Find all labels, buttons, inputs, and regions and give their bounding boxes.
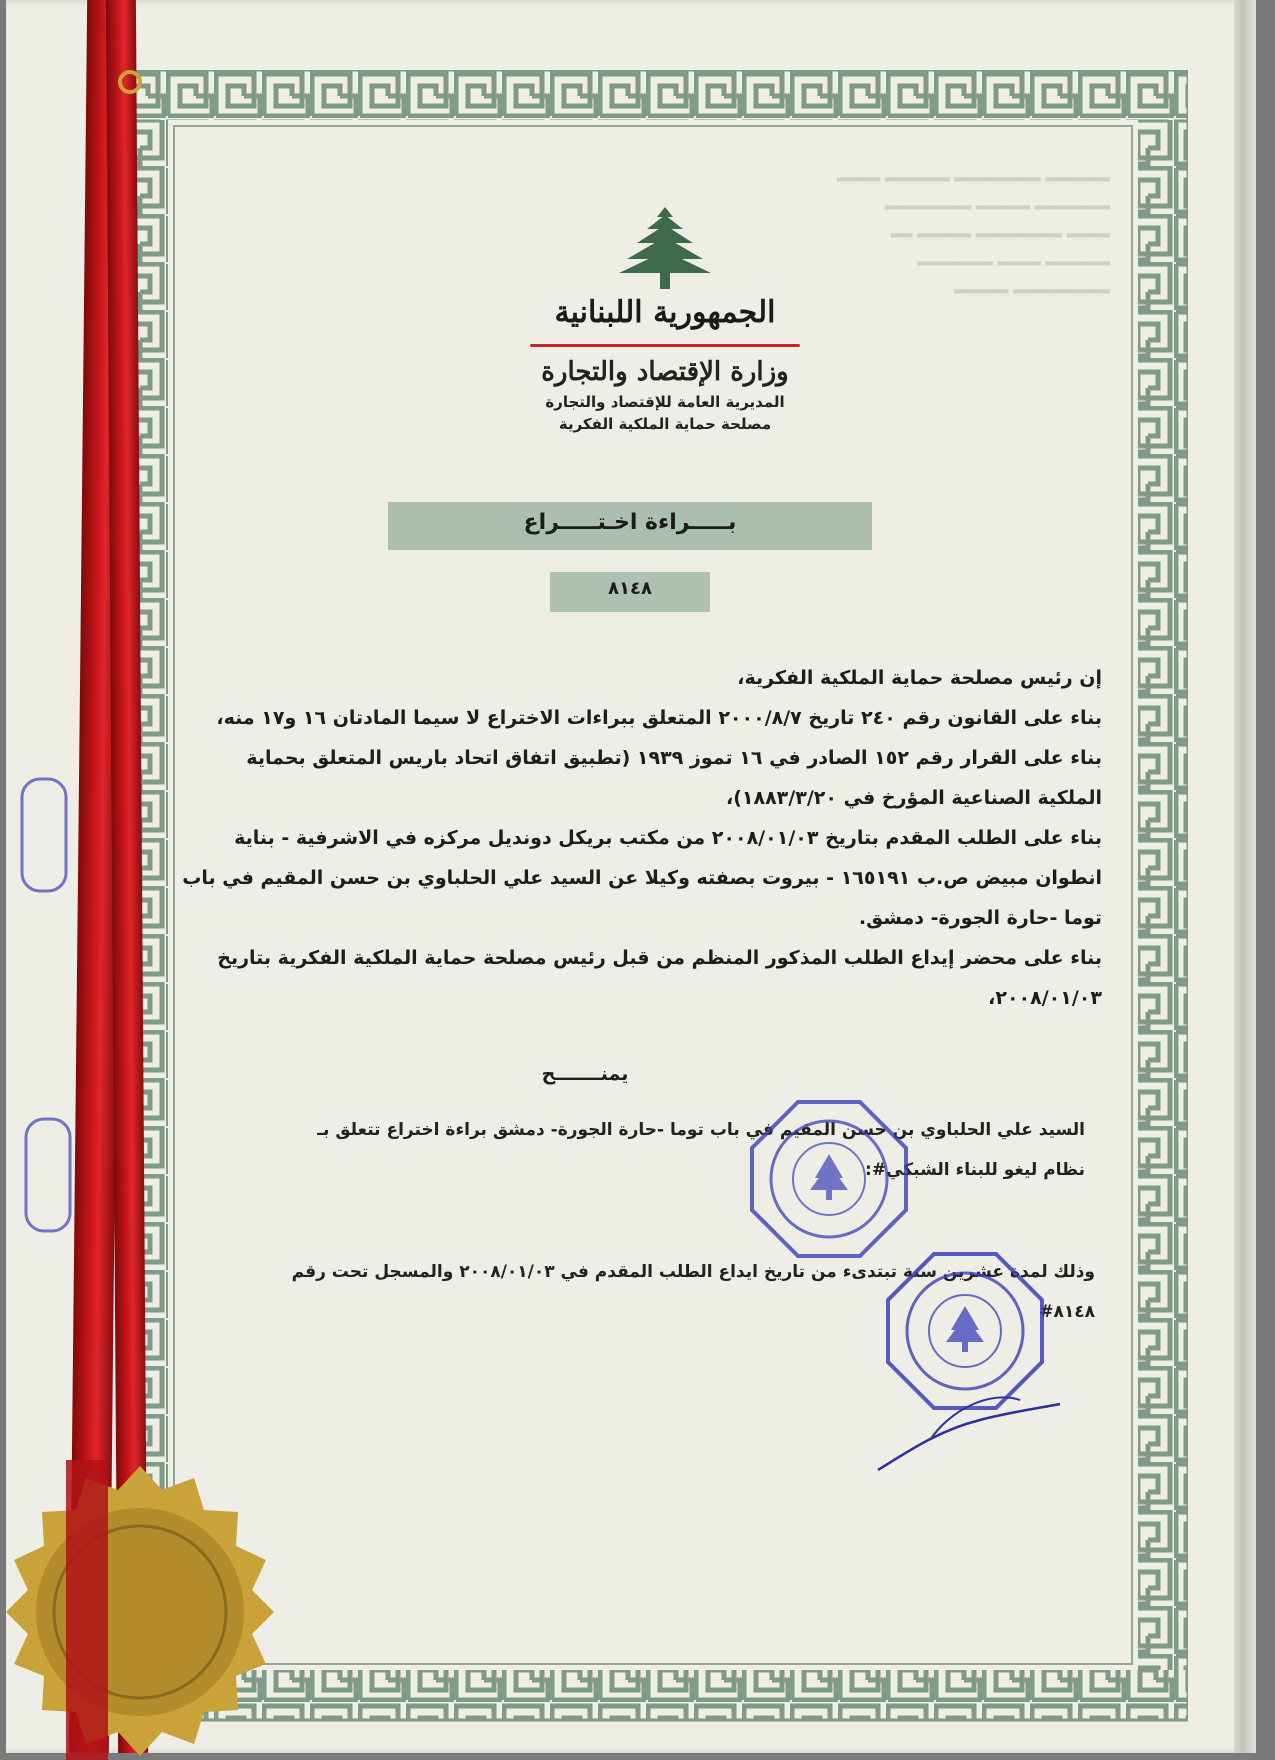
ministry-stamp-icon [748,1098,910,1260]
eyelet-icon [116,68,144,96]
edge-stamp-icon [18,1115,78,1235]
recital-line: انطوان مبيض ص.ب ١٦٥١٩١ - بيروت بصفته وكيلا عن السيد علي الحلباوي بن حسن المقيم في باب [182,867,1102,889]
validity-line: ٨١٤٨# [1039,1302,1095,1322]
red-divider [530,344,800,347]
grant-line: السيد علي الحلباوي بن حسن المقيم في باب توما -حارة الجورة- دمشق براءة اختراع تتعلق بـ [317,1120,1085,1140]
validity-line: وذلك لمدة عشرين سنة تبتدىء من تاريخ ايداع الطلب المقدم في ٢٠٠٨/٠١/٠٣ والمسجل تحت رقم [291,1262,1095,1282]
gold-seal-icon [0,1460,290,1760]
recital-line: توما -حارة الجورة- دمشق. [858,907,1102,929]
certificate-header [380,205,950,433]
ministry-name: وزارة الإقتصاد والتجارة [541,357,789,387]
recitals [180,658,1102,1018]
cedar-tree-icon [615,205,715,291]
page-stack-edge [1234,0,1256,1753]
show-through-text: ▂▂▂▂▂▂ ▂▂▂▂▂▂▂▂ ▂▂▂▂▂▂ ▂▂▂▂ ▂▂▂▂▂▂▂ ▂▂▂▂▂ ▂▂▂▂▂▂▂▂ ▂▂▂▂ ▂▂▂▂▂▂▂▂ ▂▂▂▂▂ ▂▂ ▂▂▂▂▂▂ ▂▂▂▂ ▂▂▂▂▂▂▂ ▂▂▂▂▂▂▂▂▂ ▂▂▂▂▂ [836,166,1110,294]
grant-heading: يمنـــــــح [541,1063,629,1085]
recital-line: إن رئيس مصلحة حماية الملكية الفكرية، [737,667,1102,689]
signature-icon [870,1370,1070,1480]
recital-line: ٢٠٠٨/٠١/٠٣، [988,987,1102,1009]
recital-line: بناء على محضر إيداع الطلب المذكور المنظم من قبل رئيس مصلحة حماية الملكية الفكرية بتاريخ [217,947,1102,969]
recital-line: بناء على القانون رقم ٢٤٠ تاريخ ٢٠٠٠/٨/٧ المتعلق ببراءات الاختراع لا سيما المادتان ١٦ و١٧ منه، [216,707,1102,729]
certificate-title: بـــــراءة اخـتـــــراع [523,510,737,535]
certificate-number: ٨١٤٨ [608,578,652,599]
grant-text [180,1110,1085,1190]
recital-line: بناء على القرار رقم ١٥٢ الصادر في ١٦ تموز ١٩٣٩ (تطبيق اتفاق اتحاد باريس المتعلق بحماية [246,747,1102,769]
recital-line: بناء على الطلب المقدم بتاريخ ٢٠٠٨/٠١/٠٣ من مكتب بريكل دونديل مركزه في الاشرفية - بناية [234,827,1102,849]
directorate-name: المديرية العامة للإقتصاد والتجارة [545,393,785,411]
edge-stamp-icon [14,775,74,895]
recital-line: الملكية الصناعية المؤرخ في ١٨٨٣/٣/٢٠)، [725,787,1102,809]
republic-name: الجمهورية اللبنانية [554,295,776,330]
grant-line: نظام ليغو للبناء الشبكي#: [865,1160,1085,1180]
office-name: مصلحة حماية الملكية الفكرية [558,415,772,433]
